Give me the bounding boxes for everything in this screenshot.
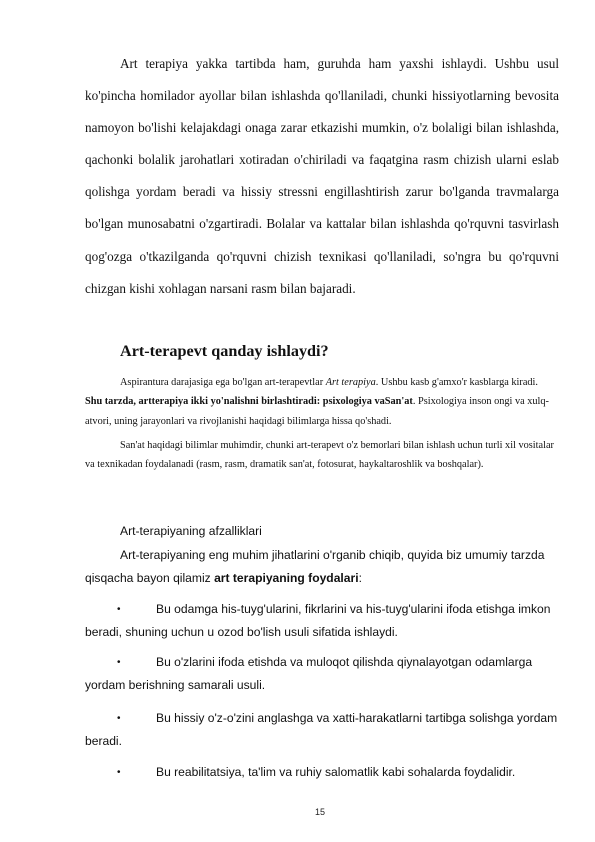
para2-text-end: . Psixologiya inson ongi va xulq-atvori, uning jarayonlari va rivojlanishi haqidagi bilimlarga hissa qo'shadi. (85, 396, 549, 427)
section-heading: Art-terapevt qanday ishlaydi? (120, 342, 329, 360)
para2-italic: Art terapiya (325, 377, 376, 388)
bullet-icon: • (117, 767, 121, 778)
para4-bold: art terapiyaning foydalari (214, 571, 359, 586)
art-therapist-paragraph (85, 373, 555, 431)
para2-text-start: Aspirantura darajasiga ega bo'lgan art-terapevtlar (120, 377, 326, 388)
intro-paragraph: Art terapiya yakka tartibda ham, guruhda ham yaxshi ishlaydi. Ushbu usul ko'pincha homilador ayollar bilan ishlashda qo'llaniladi, chunki hissiyotlarning bevosita namoyon bo'lishi kelajakdagi onaga zarar etkazishi mumkin, o'z bolaligi bilan ishlashda, qachonki bolalik jarohatlari xotiradan o'chiriladi va faqatgina rasm chizish ularni eslab qolishga yordam beradi va hissiy stressni engillashtirish zarur bo'lganda travmalarga bo'lgan munosabatni o'zgartiradi. Bolalar va kattalar bilan ishlashda qo'rquvni tasvirlash qog'ozga o'tkazilganda qo'rquvni chizish texnikasi qo'llaniladi, so'ngra bu qo'rquvni chizgan kishi xohlagan narsani rasm bilan bajaradi. (85, 56, 559, 296)
benefits-intro-paragraph (85, 544, 559, 591)
list-item: • Bu hissiy o'z-o'zini anglashga va xatti-harakatlarni tartibga solishga yordam beradi. (85, 707, 559, 754)
para4-end: : (358, 571, 362, 586)
list-item: • Bu o'zlarini ifoda etishda va muloqot qilishda qiynalayotgan odamlarga yordam berishning samarali usuli. (85, 651, 559, 698)
para2-bold: Shu tarzda, artterapiya ikki yo'nalishni birlashtiradi: psixologiya vaSan'at (85, 396, 413, 408)
para2-text-middle: . Ushbu kasb g'amxo'r kasblarga kiradi. (375, 377, 538, 388)
bullet-icon: • (117, 713, 121, 724)
list-item: • Bu reabilitatsiya, ta'lim va ruhiy salomatlik kabi sohalarda foydalidir. (85, 761, 559, 784)
bullet-icon: • (117, 604, 121, 615)
para4-text: Art-terapiyaning eng muhim jihatlarini o'rganib chiqib, quyida biz umumiy tarzda qisqacha bayon qilamiz (85, 548, 545, 586)
benefits-subheading: Art-terapiyaning afzalliklari (120, 524, 262, 538)
bullet-icon: • (117, 657, 121, 668)
page-number: 15 (314, 807, 325, 817)
art-knowledge-paragraph: San'at haqidagi bilimlar muhimdir, chunki art-terapevt o'z bemorlari bilan ishlash uchun turli xil vositalar va texnikadan foydalanadi (rasm, rasm, dramatik san'at, fotosurat, haykaltaroshlik va boshqalar). (85, 440, 554, 471)
list-item: • Bu odamga his-tuyg'ularini, fikrlarini va his-tuyg'ularini ifoda etishga imkon beradi, shuning uchun u ozod bo'lish usuli sifatida ishlaydi. (85, 598, 559, 645)
